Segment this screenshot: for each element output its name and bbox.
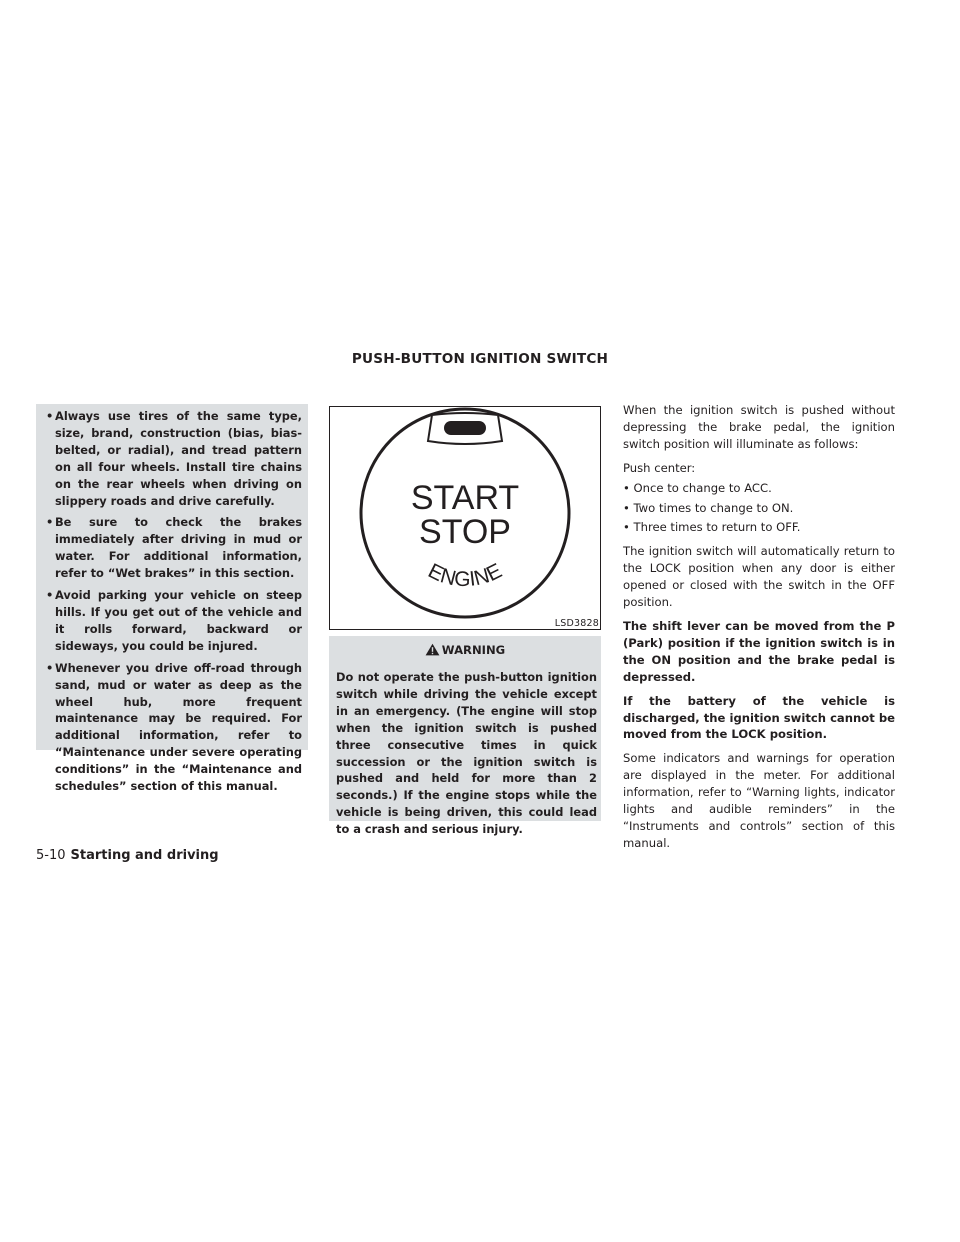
warning-heading: WARNING [329, 636, 601, 663]
paragraph: The ignition switch will automatically return to the LOCK position when any door is either opened or closed with the switch in the OFF position. [623, 544, 895, 610]
paragraph-bold: The shift lever can be moved from the P (Park) position if the ignition switch is in the ON position and the brake pedal is depressed. [623, 618, 895, 684]
paragraph: Push center: [623, 460, 696, 475]
section-title: PUSH-BUTTON IGNITION SWITCH [351, 351, 609, 367]
figure-code: LSD3828 [554, 618, 599, 629]
page-footer [36, 848, 219, 863]
list-item: • Three times to return to OFF. [623, 520, 801, 535]
page-number: 5-10 [36, 848, 66, 863]
paragraph: When the ignition switch is pushed without depressing the brake pedal, the ignition switch position will illuminate as follows: [623, 403, 895, 451]
button-label-engine: ENGINE [424, 559, 506, 592]
start-stop-button-figure [329, 406, 601, 630]
warning-text: Do not operate the push-button ignition switch while driving the vehicle except in an emergency. (The engine will stop when the ignition switch is pushed three consecutive times in quick succession or the ignition switch is pushed and held for more than 2 seconds.) If the engine stops while the vehicle is being driven, this could lead to a crash and serious injury. [336, 670, 597, 837]
indicator-light [444, 421, 486, 435]
start-stop-button-illustration [330, 407, 600, 629]
warning-triangle-icon [425, 643, 440, 656]
paragraph-bold: If the battery of the vehicle is discharged, the ignition switch cannot be moved from the LOCK position. [623, 693, 895, 742]
warning-box [329, 636, 601, 837]
button-label-start: START [410, 479, 520, 517]
caution-item: • Always use tires of the same type, size, brand, construction (bias, bias-belted, or radial), and tread pattern on all four wheels. Install tire chains on the rear wheels when driving on slippery roads and drive carefully. [46, 409, 302, 508]
list-item: • Once to change to ACC. [623, 480, 772, 495]
paragraph: Some indicators and warnings for operation are displayed in the meter. For additional information, refer to “Warning lights, indicator lights and audible reminders” in the “Instruments and controls” section of this manual. [623, 751, 895, 850]
caution-item: • Avoid parking your vehicle on steep hills. If you get out of the vehicle and it rolls forward, backward or sideways, you could be injured. [46, 588, 302, 653]
caution-item: • Be sure to check the brakes immediately after driving in mud or water. For additional information, refer to “Wet brakes” in this section. [46, 515, 302, 581]
button-label-stop: STOP [419, 513, 511, 551]
caution-item: • Whenever you drive off-road through sand, mud or water as deep as the wheel hub, more frequent maintenance may be required. For additional information, refer to “Maintenance under severe operating conditions” in the “Maintenance and schedules” section of this manual. [46, 660, 302, 794]
list-item: • Two times to change to ON. [623, 500, 794, 515]
caution-box [36, 404, 308, 794]
right-column [623, 402, 895, 859]
chapter-title: Starting and driving [70, 848, 219, 863]
caution-list [36, 404, 308, 795]
